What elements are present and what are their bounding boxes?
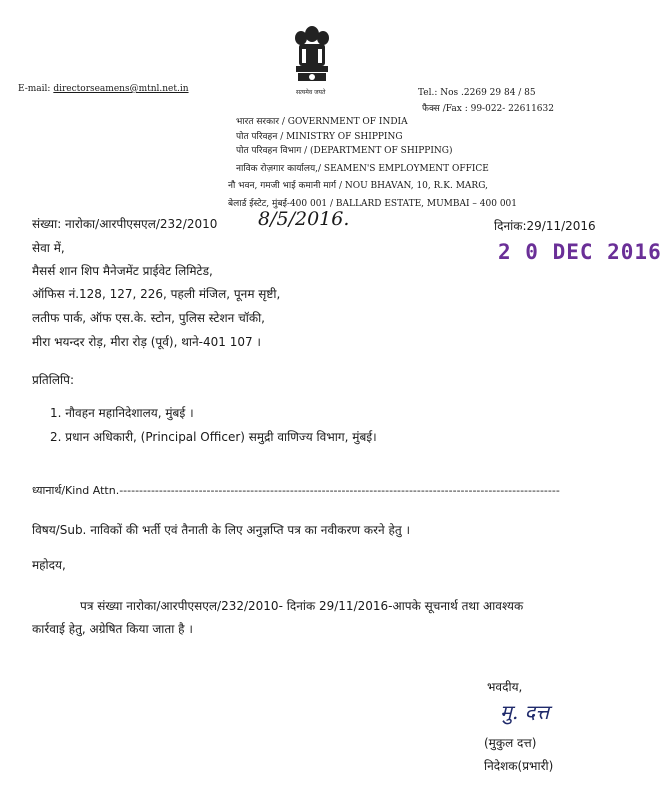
signatory-name: (मुकुल दत्त)	[484, 736, 537, 750]
letter-date: दिनांक:29/11/2016	[494, 219, 596, 233]
header-line-address1: नौ भवन, गमजी भाई कमानी मार्ग / NOU BHAVAN, 10, R.K. MARG,	[228, 181, 488, 191]
header-line-ministry: पोत परिवहन / MINISTRY OF SHIPPING	[236, 132, 403, 142]
recipient-line-2: ऑफिस नं.128, 127, 226, पहली मंजिल, पूनम सृष्टी,	[32, 287, 281, 301]
body-line-2: कार्रवाई हेतु, अग्रेषित किया जाता है ।	[32, 622, 193, 636]
email-label: E-mail:	[18, 84, 51, 94]
greeting: महोदय,	[32, 558, 66, 572]
received-date-stamp: 2 0 DEC 2016	[498, 240, 662, 264]
copy-label: प्रतिलिपि:	[32, 373, 74, 387]
body-line-1: पत्र संख्या नारोका/आरपीएसएल/232/2010- दिनांक 29/11/2016-आपके सूचनार्थ तथा आवश्यक	[80, 599, 524, 613]
header-line-department: पोत परिवहन विभाग / (DEPARTMENT OF SHIPPING)	[236, 146, 453, 156]
recipient-salutation: सेवा में,	[32, 241, 65, 255]
closing: भवदीय,	[487, 680, 523, 694]
copy-item-1: 1. नौवहन महानिदेशालय, मुंबई ।	[50, 406, 194, 420]
header-line-address2: बेलार्ड ईस्टेट, मुंबई-400 001 / BALLARD ESTATE, MUMBAI – 400 001	[228, 199, 518, 209]
kind-attention: ध्यानार्थ/Kind Attn.---------------------------------------------------------------------------------------------------------------	[32, 484, 560, 497]
national-emblem-icon	[289, 24, 335, 92]
telephone: Tel.: Nos .2269 29 84 / 85	[418, 88, 536, 98]
reference-number: संख्या: नारोका/आरपीएसएल/232/2010	[32, 217, 218, 231]
copy-item-2: 2. प्रधान अधिकारी, (Principal Officer) समुद्री वाणिज्य विभाग, मुंबई।	[50, 430, 377, 444]
handwritten-date: 8/5/2016.	[258, 208, 350, 230]
email-line	[18, 84, 189, 94]
header-line-office: नाविक रोज़गार कार्यालय,/ SEAMEN'S EMPLOYMENT OFFICE	[236, 164, 489, 174]
recipient-line-3: लतीफ पार्क, ऑफ एस.के. स्टोन, पुलिस स्टेशन चॉकी,	[32, 311, 265, 325]
header-line-government: भारत सरकार / GOVERNMENT OF INDIA	[236, 117, 408, 127]
recipient-line-1: मैसर्स शान शिप मैनेजमेंट प्राईवेट लिमिटेड,	[32, 264, 213, 278]
emblem-motto: सत्यमेव जयते	[296, 89, 326, 96]
signature: मु. दत्त	[500, 700, 550, 724]
subject-line: विषय/Sub. नाविकों की भर्ती एवं तैनाती के लिए अनुज्ञप्ति पत्र का नवीकरण करने हेतु ।	[32, 523, 411, 537]
signatory-designation: निदेशक(प्रभारी)	[484, 759, 554, 773]
fax: फैक्स /Fax : 99-022- 22611632	[422, 104, 554, 114]
recipient-line-4: मीरा भयन्दर रोड़, मीरा रोड़ (पूर्व), थाने-401 107 ।	[32, 335, 261, 349]
email-link[interactable]: directorseamens@mtnl.net.in	[53, 84, 189, 94]
